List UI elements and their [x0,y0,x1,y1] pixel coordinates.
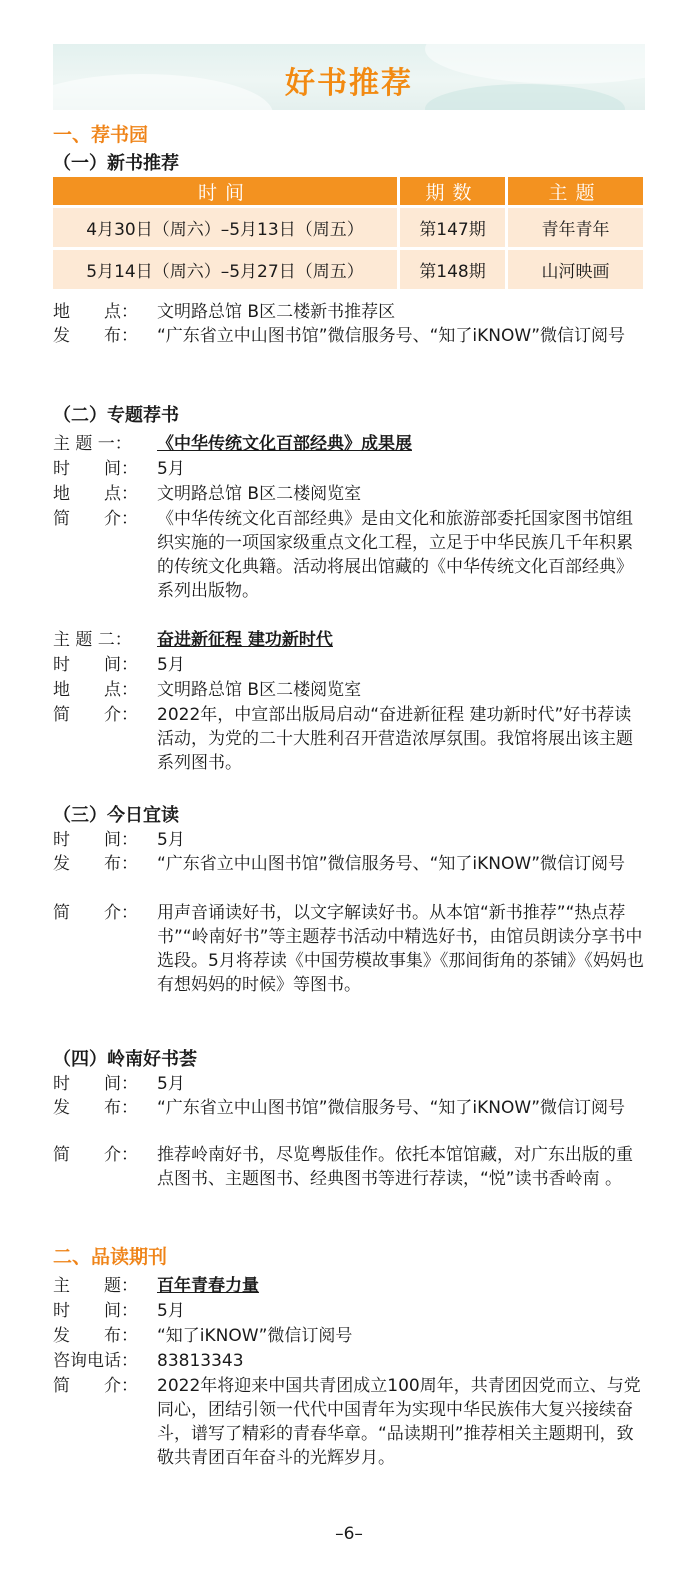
table-cell-time: 4月30日（周六）–5月13日（周五） [53,205,397,247]
title-banner [53,44,645,110]
table-cell-issue: 第147期 [397,205,505,247]
field-value: 《中华传统文化百部经典》是由文化和旅游部委托国家图书馆组织实施的一项国家级重点文化工程，立足于中华民族几千年积累的传统文化典籍。活动将展出馆藏的《中华传统文化百部经典》系列出版物。 [157,509,633,601]
table-header-row [53,177,643,205]
table-header-issue: 期数 [397,177,505,205]
field-label: 发 布： [53,1098,138,1118]
table-header-theme: 主题 [505,177,643,205]
subsection-title-lingnan-books: （四）岭南好书荟 [53,1049,197,1070]
field-label: 简 介： [53,1376,138,1396]
field-value: 5月 [157,459,185,479]
table-row [53,247,643,289]
subsection-title-themed-books: （二）专题荐书 [53,405,179,426]
field-value: 5月 [157,655,185,675]
field-label: 主 题： [53,1276,138,1296]
page-number: –6– [335,1524,363,1544]
table-cell-theme: 山河映画 [505,247,643,289]
theme-title: 奋进新征程 建功新时代 [157,630,333,650]
table-row [53,205,643,247]
field-label: 简 介： [53,1145,138,1165]
page-title: 好书推荐 [285,66,413,101]
field-label: 发 布： [53,1326,138,1346]
table-cell-theme: 青年青年 [505,205,643,247]
schedule-table [53,177,643,289]
section-title-1: 一、荐书园 [53,124,149,146]
field-value: 推荐岭南好书，尽览粤版佳作。依托本馆馆藏，对广东出版的重点图书、主题图书、经典图书等进行荐读，“悦”读书香岭南 。 [157,1145,633,1189]
field-label: 时 间： [53,830,138,850]
field-label: 时 间： [53,459,138,479]
field-label: 发 布： [53,326,138,346]
subsection-title-daily-reading: （三）今日宜读 [53,805,179,826]
field-value: “广东省立中山图书馆”微信服务号、“知了iKNOW”微信订阅号 [157,854,626,874]
field-label: 时 间： [53,655,138,675]
page [53,0,645,1576]
field-value: “广东省立中山图书馆”微信服务号、“知了iKNOW”微信订阅号 [157,326,626,346]
field-label: 地 点： [53,302,138,322]
field-value: 5月 [157,830,185,850]
field-label: 时 间： [53,1301,138,1321]
field-value: 5月 [157,1301,185,1321]
table-header-time: 时间 [53,177,397,205]
field-label: 主 题 二： [53,630,132,650]
phone-number: 83813343 [157,1351,244,1371]
field-value: 文明路总馆 B区二楼新书推荐区 [157,302,396,322]
field-value: “知了iKNOW”微信订阅号 [157,1326,353,1346]
field-label: 主 题 一： [53,434,132,454]
theme-title: 百年青春力量 [157,1276,259,1296]
field-label: 简 介： [53,903,138,923]
field-value: 2022年，中宣部出版局启动“奋进新征程 建功新时代”好书荐读活动，为党的二十大胜利召开营造浓厚氛围。我馆将展出该主题系列图书。 [157,705,633,773]
table-cell-time: 5月14日（周六）–5月27日（周五） [53,247,397,289]
field-label: 地 点： [53,680,138,700]
field-value: 文明路总馆 B区二楼阅览室 [157,484,362,504]
field-value: “广东省立中山图书馆”微信服务号、“知了iKNOW”微信订阅号 [157,1098,626,1118]
table-cell-issue: 第148期 [397,247,505,289]
theme-title: 《中华传统文化百部经典》成果展 [157,434,412,454]
field-label: 地 点： [53,484,138,504]
subsection-title-new-books: （一）新书推荐 [53,153,179,174]
field-label: 时 间： [53,1074,138,1094]
field-label: 简 介： [53,509,138,529]
field-value: 用声音诵读好书，以文字解读好书。从本馆“新书推荐”“热点荐书”“岭南好书”等主题荐书活动中精选好书，由馆员朗读分享书中选段。5月将荐读《中国劳模故事集》《那间街角的茶铺》《妈妈也有想妈妈的时候》等图书。 [157,903,644,995]
section-title-2: 二、品读期刊 [53,1246,168,1268]
field-label: 简 介： [53,705,138,725]
field-value: 2022年将迎来中国共青团成立100周年，共青团因党而立、与党同心，团结引领一代代中国青年为实现中华民族伟大复兴接续奋斗，谱写了精彩的青春华章。“品读期刊”推荐相关主题期刊，致敬共青团百年奋斗的光辉岁月。 [157,1376,641,1468]
field-value: 5月 [157,1074,185,1094]
field-value: 文明路总馆 B区二楼阅览室 [157,680,362,700]
field-label: 咨询电话： [53,1351,138,1371]
field-label: 发 布： [53,854,138,874]
